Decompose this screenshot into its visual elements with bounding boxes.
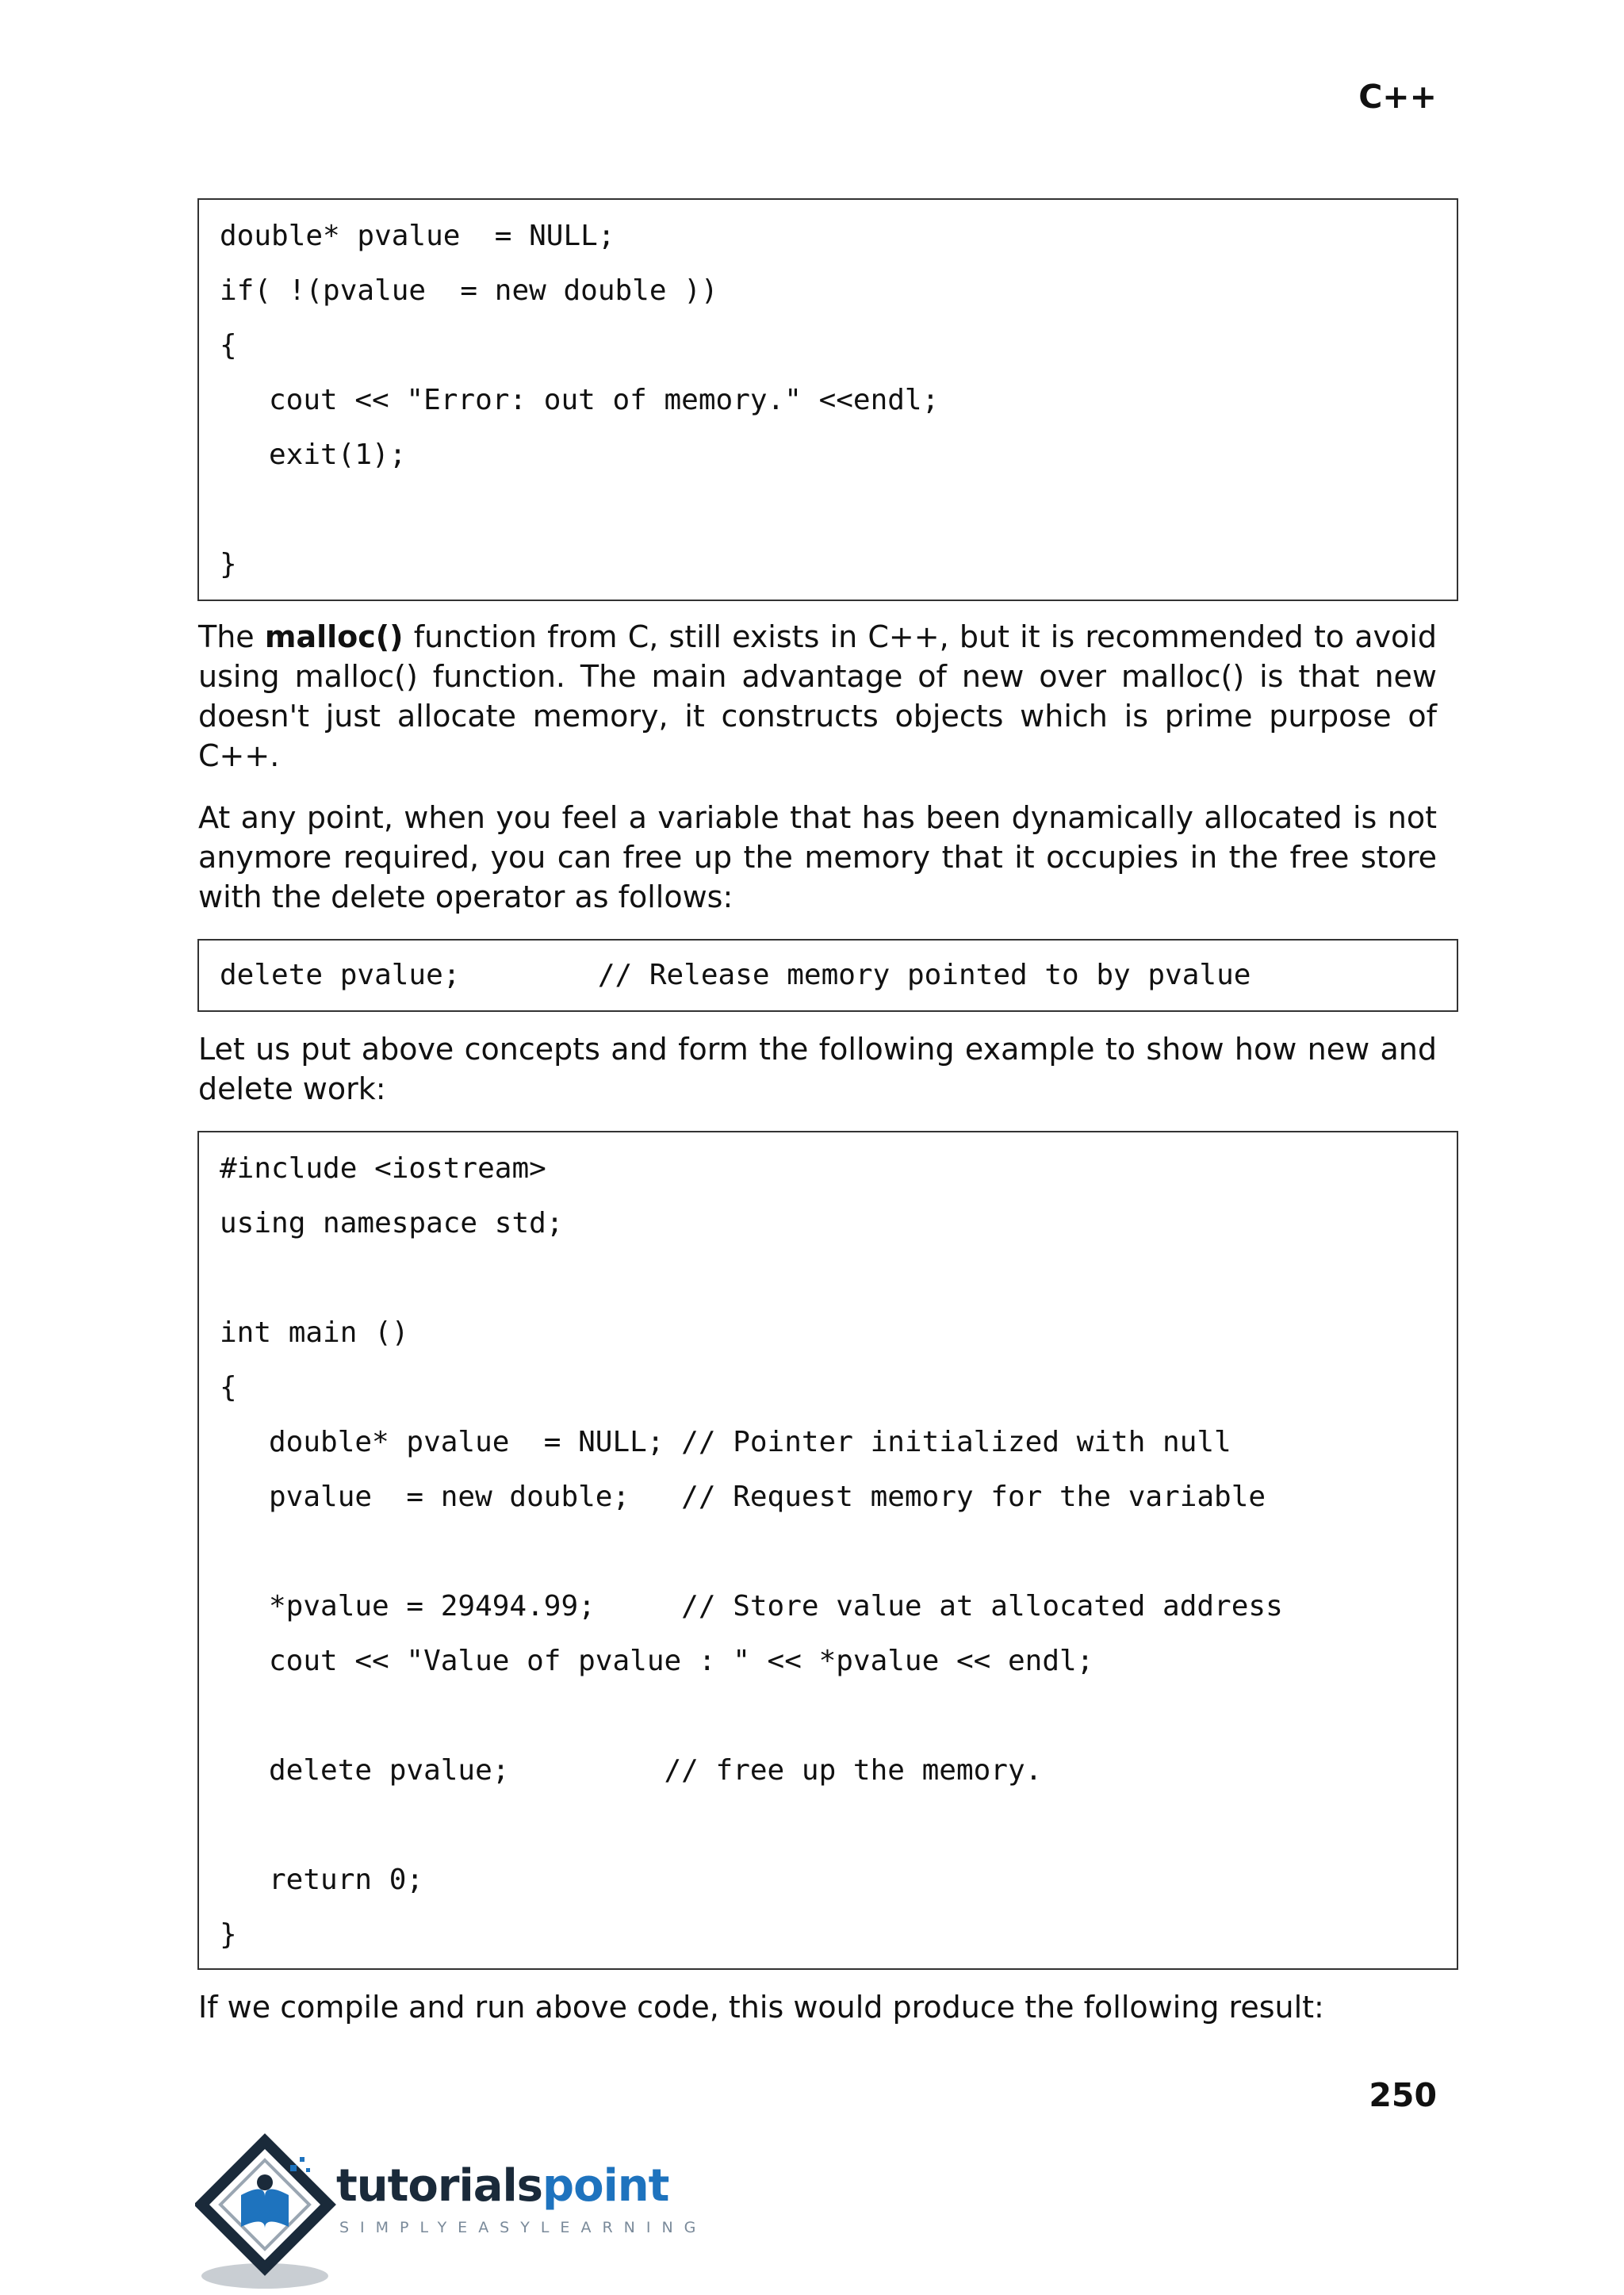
- code-line: pvalue = new double; // Request memory for the variable: [269, 1481, 1266, 1513]
- code-block-3: [197, 1131, 1458, 1970]
- code-line: exit(1);: [269, 439, 407, 471]
- logo-text-tutorials: tutorials: [336, 2160, 543, 2212]
- header-title: C++: [1358, 78, 1437, 116]
- paragraph-prefix: The: [198, 619, 265, 654]
- code-line: [199, 482, 1457, 537]
- code-block-1: [197, 198, 1458, 601]
- code-line: {: [220, 329, 237, 362]
- code-line: }: [220, 1918, 237, 1951]
- code-line: cout << "Value of pvalue : " << *pvalue << endl;: [269, 1645, 1094, 1677]
- code-line: [199, 1251, 1457, 1305]
- code-line: }: [220, 548, 237, 580]
- code-line: delete pvalue; // Release memory pointed to by pvalue: [220, 959, 1251, 991]
- code-line: using namespace std;: [220, 1207, 564, 1239]
- code-line: [199, 1798, 1457, 1852]
- paragraph-suffix: function from C, still exists in C++, but it is recommended to avoid using malloc() function. The main advantage of new over malloc() is that new doesn't just allocate memory, it constructs objects which is prime purpose of C++.: [198, 619, 1437, 773]
- logo-tagline: SIMPLYEASYLEARNING: [339, 2219, 707, 2236]
- paragraph-example-intro: Let us put above concepts and form the following example to show how new and delete work:: [198, 1032, 1437, 1106]
- page-number: 250: [1369, 2076, 1437, 2114]
- code-line: [199, 1524, 1457, 1579]
- code-line: {: [220, 1371, 237, 1404]
- code-line: #include <iostream>: [220, 1152, 546, 1185]
- logo-wordmark: [336, 2160, 668, 2212]
- code-line: double* pvalue = NULL; // Pointer initialized with null: [269, 1426, 1231, 1458]
- paragraph-malloc: [198, 617, 1437, 776]
- code-line: *pvalue = 29494.99; // Store value at allocated address: [269, 1590, 1283, 1623]
- logo-text-point: point: [542, 2160, 669, 2212]
- code-line: delete pvalue; // free up the memory.: [269, 1754, 1043, 1787]
- code-line: double* pvalue = NULL;: [220, 220, 615, 252]
- code-line: cout << "Error: out of memory." <<endl;: [269, 384, 940, 416]
- code-block-2: [197, 939, 1458, 1012]
- paragraph-delete-intro: At any point, when you feel a variable that has been dynamically allocated is not anymore required, you can free up the memory that it occupies in the free store with the delete operator as follows:: [198, 800, 1437, 914]
- code-line: if( !(pvalue = new double )): [220, 274, 718, 307]
- logo-emblem-icon: [195, 2133, 346, 2292]
- code-line: return 0;: [269, 1864, 424, 1896]
- code-line: [199, 1688, 1457, 1743]
- paragraph-result-intro: If we compile and run above code, this would produce the following result:: [198, 1990, 1324, 2025]
- code-line: int main (): [220, 1316, 409, 1349]
- malloc-term: malloc(): [264, 619, 404, 654]
- tutorialspoint-logo: [195, 2133, 707, 2292]
